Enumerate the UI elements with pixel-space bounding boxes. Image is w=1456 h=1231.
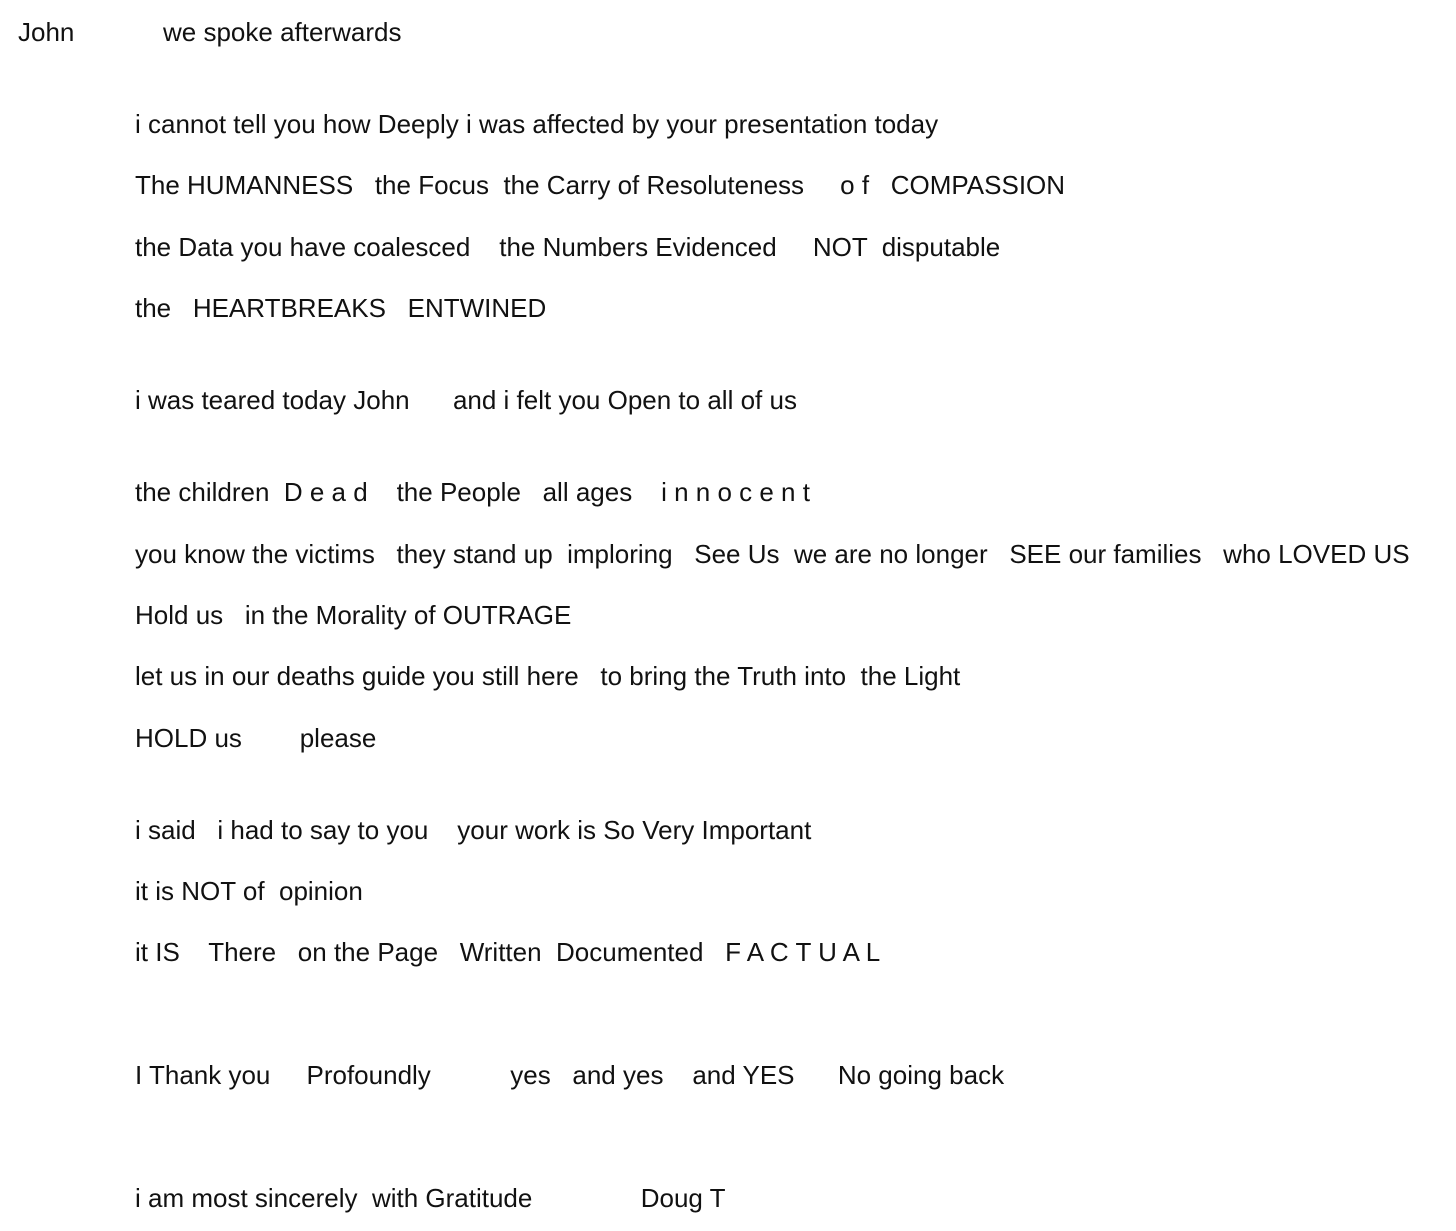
- letter-line: it is NOT of opinion: [135, 876, 363, 906]
- letter-line: I Thank you Profoundly yes and yes and YES No going back: [135, 1060, 1005, 1090]
- salutation-text: we spoke afterwards: [163, 17, 402, 47]
- letter-line: let us in our deaths guide you still here to bring the Truth into the Light: [135, 661, 961, 691]
- letter-line: the HEARTBREAKS ENTWINED: [135, 293, 547, 323]
- letter-line: you know the victims they stand up imploring See Us we are no longer SEE our families who LOVED US: [135, 539, 1410, 569]
- signature-line: i am most sincerely with Gratitude Doug T: [135, 1183, 726, 1213]
- letter-line: the Data you have coalesced the Numbers Evidenced NOT disputable: [135, 232, 1001, 262]
- letter-line: i was teared today John and i felt you Open to all of us: [135, 385, 797, 415]
- letter-line: i said i had to say to you your work is So Very Important: [135, 815, 812, 845]
- letter-line: Hold us in the Morality of OUTRAGE: [135, 600, 572, 630]
- letter-line: i cannot tell you how Deeply i was affected by your presentation today: [135, 109, 939, 139]
- letter-line: the children D e a d the People all ages i n n o c e n t: [135, 477, 810, 507]
- salutation-name: John: [18, 17, 75, 47]
- letter-line: The HUMANNESS the Focus the Carry of Resoluteness o f COMPASSION: [135, 170, 1066, 200]
- letter-line: it IS There on the Page Written Documented F A C T U A L: [135, 937, 881, 967]
- letter-line: HOLD us please: [135, 723, 377, 753]
